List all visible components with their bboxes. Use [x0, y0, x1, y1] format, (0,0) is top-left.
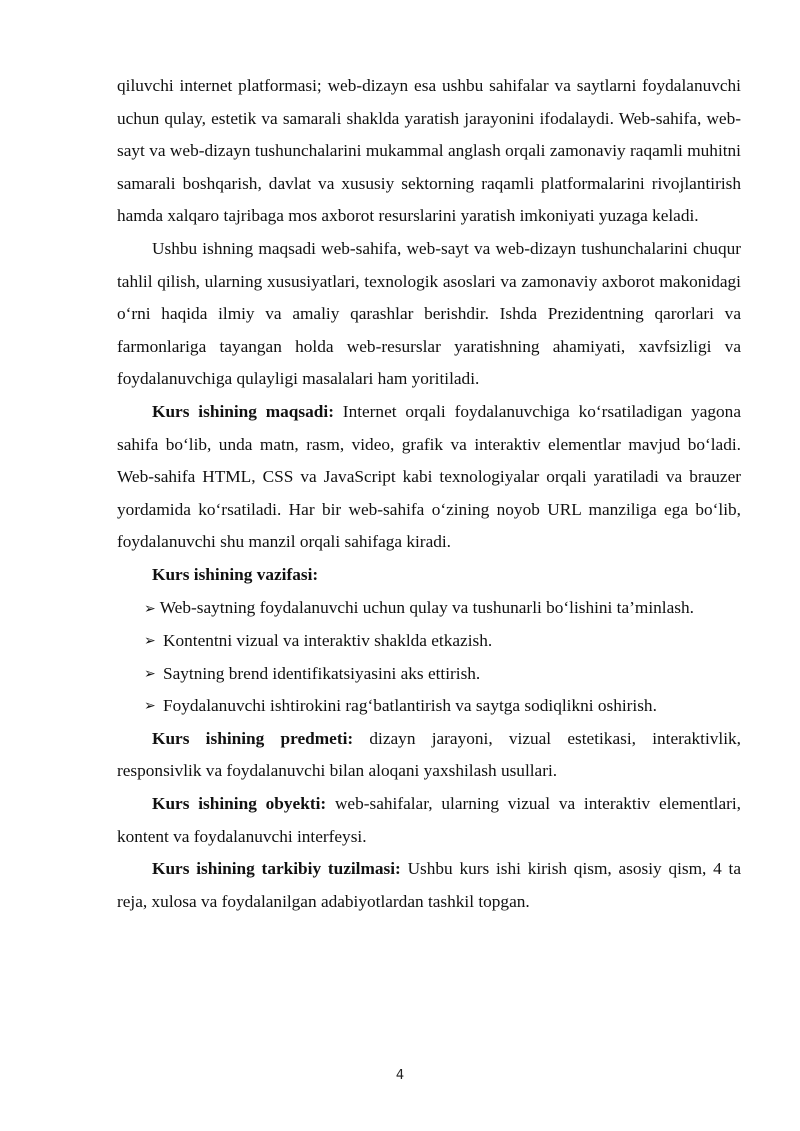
- paragraph-intro-continued: qiluvchi internet platformasi; web-dizayn esa ushbu sahifalar va saytlarni foydalanuvchi uchun qulay, estetik va samarali shaklda yaratish jarayonini ifodalaydi. Web-sahifa, web-sayt va web-dizayn tushunchalarini mukammal anglash orqali zamonaviy raqamli muhitni samarali boshqarish, davlat va xususiy sektorning raqamli platformalarini rivojlantirish hamda xalqaro tajribaga mos axborot resurslarini yaratish imkoniyati yuzaga keladi.: [117, 76, 741, 226]
- page-number: 4: [395, 1068, 405, 1083]
- task-list-item: [117, 592, 741, 626]
- page-body: [117, 70, 741, 918]
- task-list-item-text: Foydalanuvchi ishtirokini rag‘batlantirish va saytga sodiqlikni oshirish.: [163, 696, 657, 716]
- task-list-item: [117, 690, 741, 723]
- course-object-text: web-sahifalar, ularning vizual va interaktiv elementlari, kontent va foydalanuvchi interfeysi.: [117, 794, 741, 846]
- arrow-bullet-icon: ➢: [144, 600, 156, 617]
- course-structure-label: Kurs ishining tarkibiy tuzilmasi:: [152, 859, 401, 879]
- course-subject-text: dizayn jarayoni, vizual estetikasi, interaktivlik, responsivlik va foydalanuvchi bilan aloqani yaxshilash usullari.: [117, 728, 741, 781]
- course-object-label: Kurs ishining obyekti:: [152, 794, 327, 814]
- paragraph-aim: Ushbu ishning maqsadi web-sahifa, web-sayt va web-dizayn tushunchalarini chuqur tahlil qilish, ularning xususiyatlari, texnologik asoslari va zamonaviy axborot makonidagi o‘rni haqida ilmiy va amaliy qarashlar berishdir. Ishda Prezidentning qarorlari va farmonlariga tayangan holda web-resurslar yaratishning ahamiyati, xavfsizligi va foydalanuvchiga qulayligi masalalari ham yoritiladi.: [117, 238, 741, 389]
- task-list-item-text: Web-saytning foydalanuvchi uchun qulay va tushunarli bo‘lishini ta’minlash.: [159, 597, 694, 617]
- course-goal-label: Kurs ishining maqsadi:: [152, 401, 334, 421]
- arrow-bullet-icon: ➢: [144, 698, 156, 715]
- arrow-bullet-icon: ➢: [144, 633, 156, 650]
- course-goal-text: Internet orqali foydalanuvchiga ko‘rsatiladigan yagona sahifa bo‘lib, unda matn, rasm, video, grafik va interaktiv elementlar mavjud bo‘ladi. Web-sahifa HTML, CSS va JavaScript kabi texnologiyalar orqali yaratiladi va brauzer yordamida ko‘rsatiladi. Har bir web-sahifa o‘zining noyob URL manziliga ega bo‘lib, foydalanuvchi shu manzil orqali sahifaga kiradi.: [117, 401, 741, 552]
- paragraph-course-subject: [117, 723, 741, 788]
- paragraph-course-tasks-heading: [117, 559, 741, 592]
- course-tasks-label: Kurs ishining vazifasi:: [152, 564, 319, 584]
- paragraph-course-goal: [117, 396, 741, 559]
- task-list-item: [117, 625, 741, 658]
- course-structure-text: Ushbu kurs ishi kirish qism, asosiy qism, 4 ta reja, xulosa va foydalanilgan adabiyotlardan tashkil topgan.: [117, 859, 742, 911]
- task-list-item-text: Kontentni vizual va interaktiv shaklda etkazish.: [163, 631, 493, 651]
- task-list-item-text: Saytning brend identifikatsiyasini aks ettirish.: [163, 663, 481, 683]
- paragraph-course-structure: [117, 853, 741, 918]
- task-list-item: [117, 658, 741, 691]
- course-subject-label: Kurs ishining predmeti:: [152, 728, 354, 748]
- paragraph-course-object: [117, 788, 741, 853]
- arrow-bullet-icon: ➢: [144, 665, 156, 682]
